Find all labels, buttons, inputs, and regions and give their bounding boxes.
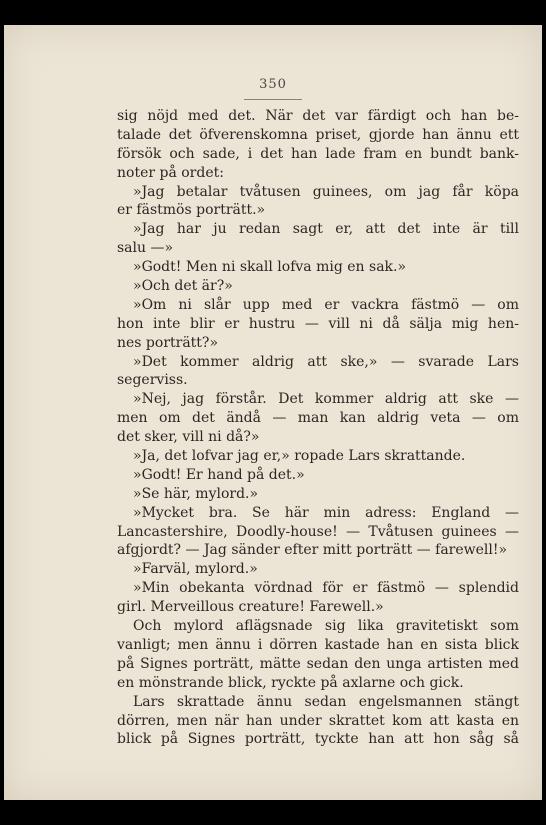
text-line: »Om ni slår upp med er vackra fästmö — om — [133, 296, 519, 313]
text-line: det sker, vill ni då?» — [117, 429, 260, 446]
text-line: men om det ändå — man kan aldrig veta — om — [117, 410, 519, 427]
text-line: girl. Merveillous creature! Farewell.» — [117, 599, 384, 616]
text-line: segerviss. — [117, 372, 188, 389]
text-line: försök och sade, i det han lade fram en bundt bank- — [117, 145, 519, 162]
text-line: noter på ordet: — [117, 164, 224, 181]
text-line: »Mycket bra. Se här min adress: England — — [133, 504, 519, 521]
text-line: »Nej, jag förstår. Det kommer aldrig att ske — — [133, 391, 519, 408]
text-line: salu —» — [117, 240, 174, 257]
text-line: »Ja, det lofvar jag er,» ropade Lars skrattande. — [133, 448, 466, 465]
text-line: talade det öfverenskomna priset, gjorde han ännu ett — [117, 126, 519, 143]
page-number-rule — [244, 99, 302, 100]
text-line: Lars skrattade ännu sedan engelsmannen stängt — [133, 693, 519, 710]
text-line: afgjordt? — Jag sänder efter mitt porträtt — farewell!» — [117, 542, 508, 559]
text-line: »Jag betalar tvåtusen guinees, om jag får köpa — [133, 183, 519, 200]
text-line: »Farväl, mylord.» — [133, 561, 258, 578]
text-line: »Och det är?» — [133, 278, 233, 295]
text-line: på Signes porträtt, mätte sedan den unga artisten med — [117, 655, 519, 672]
text-line: »Godt! Er hand på det.» — [133, 466, 305, 483]
text-line: »Jag har ju redan sagt er, att det inte är till — [133, 221, 519, 238]
text-line: blick på Signes porträtt, tyckte han att hon såg så — [117, 731, 519, 748]
text-line: »Se här, mylord.» — [133, 485, 259, 502]
text-line: »Det kommer aldrig att ske,» — svarade Lars — [133, 353, 519, 370]
text-line: hon inte blir er hustru — vill ni då sälja mig hen- — [117, 315, 519, 332]
text-line: en mönstrande blick, ryckte på axlarne och gick. — [117, 674, 464, 691]
text-line: dörren, men när han under skrattet kom att kasta en — [117, 712, 519, 729]
page-number: 350 — [259, 77, 287, 92]
text-line: vanligt; men ännu i dörren kastade han en sista blick — [117, 636, 519, 653]
text-line: Och mylord aflägsnade sig lika gravitetiskt som — [133, 618, 519, 635]
body-text — [117, 107, 519, 749]
text-line: »Min obekanta vördnad för er fästmö — splendid — [133, 580, 519, 597]
book-page — [4, 25, 542, 800]
text-line: nes porträtt?» — [117, 334, 219, 351]
text-line: sig nöjd med det. När det var färdigt och han be- — [117, 108, 519, 124]
text-line: Lancastershire, Doodly-house! — Tvåtusen guinees — — [117, 523, 519, 540]
text-line: er fästmös porträtt.» — [117, 202, 266, 219]
text-line: »Godt! Men ni skall lofva mig en sak.» — [133, 259, 407, 276]
